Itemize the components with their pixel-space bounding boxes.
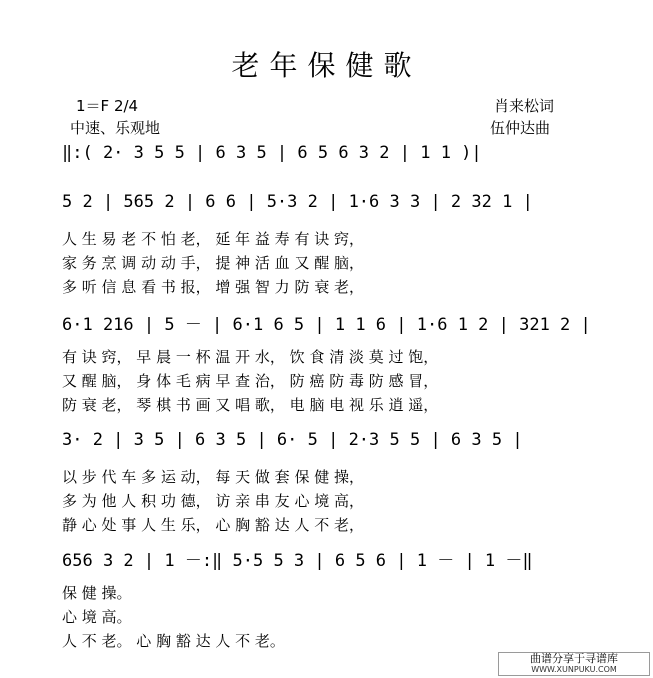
score-system-3 — [62, 310, 591, 418]
song-title: 老年保健歌 — [231, 49, 422, 82]
lyric-line-3 — [62, 276, 582, 300]
lyric-text: 多 听 信 息 看 书 报， 增 强 智 力 防 衰 老， — [62, 278, 364, 296]
lyric-line-1 — [62, 582, 582, 606]
lyric-line-2 — [62, 490, 582, 514]
notation-line — [62, 192, 582, 228]
lyric-text: 心 境 高。 — [62, 608, 132, 626]
key-signature: 1＝F 2/4 — [76, 97, 139, 115]
lyric-text: 静 心 处 事 人 生 乐， 心 胸 豁 达 人 不 老， — [62, 516, 364, 534]
lyric-line-2 — [62, 252, 582, 276]
lyric-text: 有 诀 窍， 早 晨 一 杯 温 开 水， 饮 食 清 淡 莫 过 饱， — [62, 348, 439, 366]
lyric-text: 人 生 易 老 不 怕 老， 延 年 益 寿 有 诀 窍， — [62, 230, 364, 248]
lyric-line-3 — [62, 394, 582, 418]
lyric-line-1 — [62, 228, 582, 252]
notation-line — [62, 546, 582, 582]
lyric-line-1 — [62, 346, 582, 370]
notation-text: 5 2 | 565 2 | 6 6 | 5·3 2 | 1·6 3 3 | 2 32 1 | — [62, 192, 533, 212]
lyric-text: 人 不 老。 心 胸 豁 达 人 不 老。 — [62, 632, 285, 650]
lyric-line-3 — [62, 630, 582, 654]
lyric-line-2 — [62, 370, 582, 394]
lyric-text: 多 为 他 人 积 功 德， 访 亲 串 友 心 境 高， — [62, 492, 364, 510]
tempo-marking: 中速、乐观地 — [70, 119, 161, 137]
score-system-5 — [62, 546, 582, 654]
score-system-4 — [62, 430, 582, 538]
lyric-text: 以 步 代 车 多 运 动， 每 天 做 套 保 健 操， — [62, 468, 364, 486]
site-url: WWW.XUNPUKU.COM — [531, 665, 617, 674]
notation-line — [62, 430, 582, 466]
lyric-text: 防 衰 老， 琴 棋 书 画 又 唱 歌， 电 脑 电 视 乐 逍 遥， — [62, 396, 439, 414]
notation-text: ‖:( 2· 3 5 5 | 6 3 5 | 6 5 6 3 2 | 1 1 )| — [62, 143, 482, 163]
score-system-1 — [62, 143, 582, 179]
lyric-text: 家 务 烹 调 动 动 手， 提 神 活 血 又 醒 脑， — [62, 254, 364, 272]
lyric-text: 保 健 操。 — [62, 584, 132, 602]
notation-line — [62, 310, 591, 346]
lyric-text: 又 醒 脑， 身 体 毛 病 早 查 治， 防 癌 防 毒 防 感 冒， — [62, 372, 439, 390]
notation-line — [62, 143, 582, 179]
composer-credit: 伍仲达曲 — [490, 119, 551, 137]
site-name: 曲谱分享于寻谱库 — [530, 652, 618, 665]
notation-text: 6·1 216 | 5 － | 6·1 6 5 | 1 1 6 | 1·6 1 2 | 321 2 | — [62, 315, 591, 335]
notation-text: 3· 2 | 3 5 | 6 3 5 | 6· 5 | 2·3 5 5 | 6 3 5 | — [62, 430, 523, 450]
score-system-2 — [62, 192, 582, 300]
lyric-line-3 — [62, 514, 582, 538]
notation-text: 656 3 2 | 1 －:‖ 5·5 5 3 | 6 5 6 | 1 － | 1 －‖ — [62, 551, 533, 571]
site-watermark[interactable] — [498, 652, 650, 676]
lyric-line-1 — [62, 466, 582, 490]
lyricist-credit: 肖来松词 — [494, 97, 555, 115]
lyric-line-2 — [62, 606, 582, 630]
